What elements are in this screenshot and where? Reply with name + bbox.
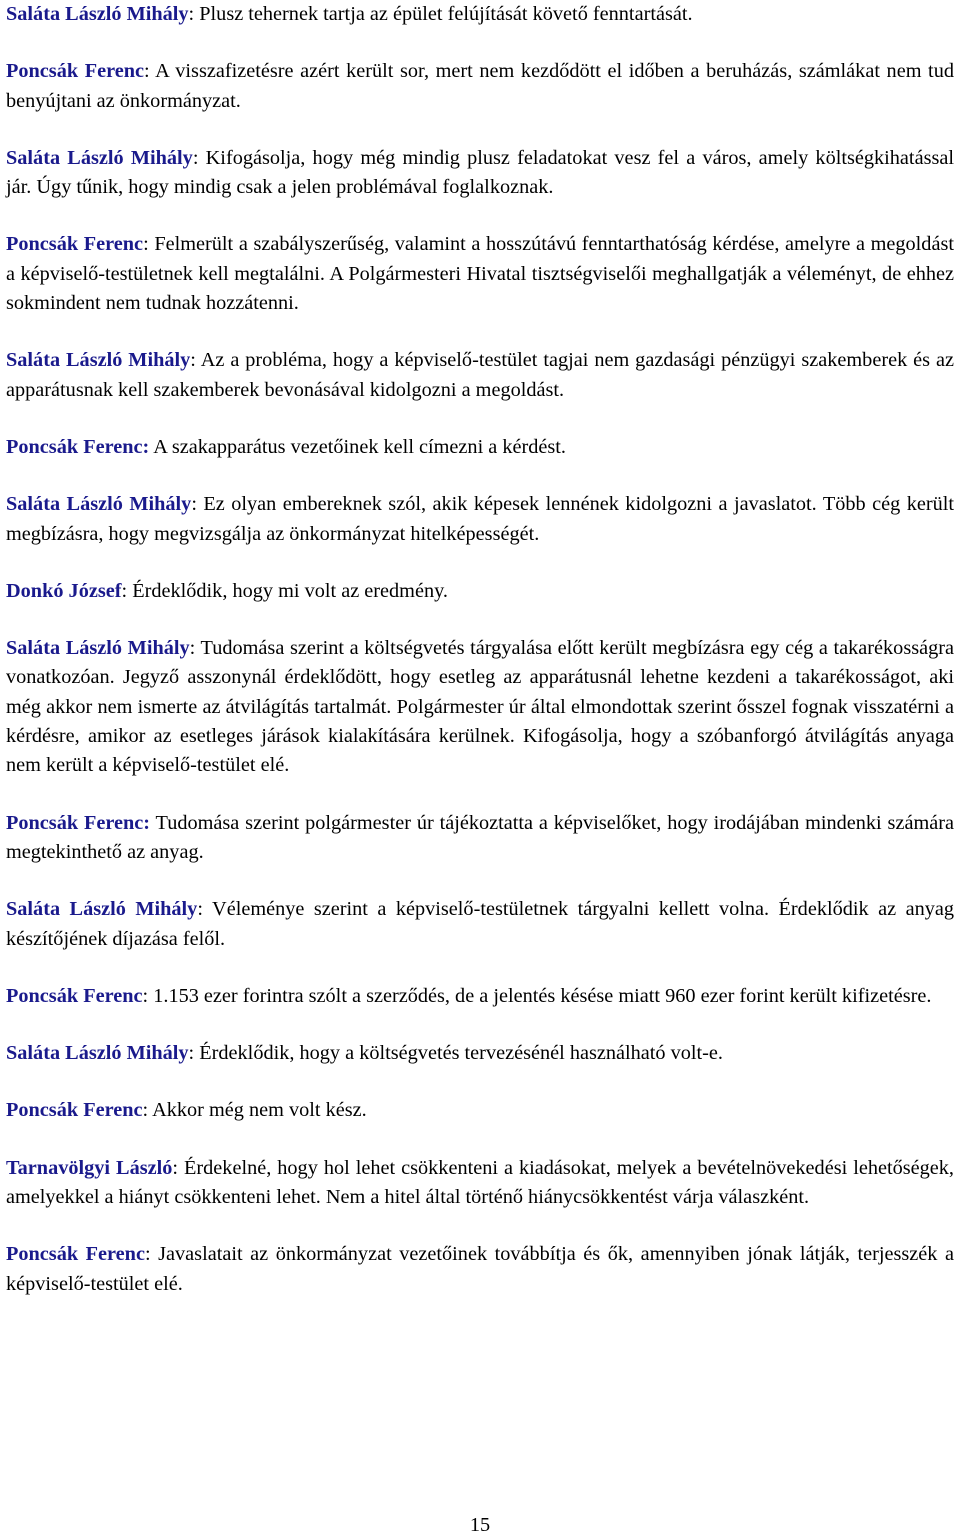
speaker-name: Saláta László Mihály xyxy=(6,493,192,516)
statement-text: Javaslatait az önkormányzat vezetőinek továbbítja és ők, amennyiben jónak látják, terjesszék a képviselő-testület elé. xyxy=(6,1243,954,1295)
statement-text: Érdeklődik, hogy mi volt az eredmény. xyxy=(127,579,448,602)
statement-text: 1.153 ezer forintra szólt a szerződés, de a jelentés késése miatt 960 ezer forint került kifizetésre. xyxy=(148,984,932,1007)
speaker-name: Poncsák Ferenc xyxy=(6,60,145,83)
speaker-name: Poncsák Ferenc xyxy=(6,1099,143,1122)
paragraph-4 xyxy=(6,346,954,405)
speaker-name: Saláta László Mihály xyxy=(6,3,189,25)
paragraph-9 xyxy=(6,809,954,868)
statement-text: A visszafizetésre azért került sor, mert nem kezdődött el időben a beruházás, számlákat nem tud benyújtani az önkormányzat. xyxy=(6,60,954,112)
statement-text: Érdeklődik, hogy a költségvetés tervezésénél használható volt-e. xyxy=(194,1042,724,1065)
separator: : xyxy=(142,1099,149,1122)
paragraph-0 xyxy=(6,0,954,29)
document-body xyxy=(6,0,954,1299)
paragraph-13 xyxy=(6,1096,954,1125)
speaker-name: Poncsák Ferenc xyxy=(6,1243,145,1266)
separator: : xyxy=(144,60,150,83)
statement-text: Tudomása szerint polgármester úr tájékoztatta a képviselőket, hogy irodájában mindenki számára megtekinthető az anyag. xyxy=(6,811,954,863)
speaker-name: Saláta László Mihály xyxy=(6,349,191,372)
speaker-name: Saláta László Mihály xyxy=(6,637,190,660)
speaker-name: Poncsák Ferenc: xyxy=(6,811,151,834)
statement-text: Kifogásolja, hogy még mindig plusz feladatokat vesz fel a város, amely költségkihatással jár. Úgy tűnik, hogy mindig csak a jelen problémával foglalkoznak. xyxy=(6,146,954,199)
paragraph-7 xyxy=(6,577,954,606)
statement-text: Akkor még nem volt kész. xyxy=(148,1099,367,1122)
separator: : xyxy=(188,1042,195,1065)
paragraph-12 xyxy=(6,1039,954,1068)
separator: : xyxy=(142,984,149,1007)
speaker-name: Donkó József xyxy=(6,579,122,602)
separator: : xyxy=(144,1243,151,1266)
statement-text: Az a probléma, hogy a képviselő-testület tagjai nem gazdasági pénzügyi szakemberek és az apparátusnak kell szakemberek bevonásával kidolgozni a megoldást. xyxy=(6,349,954,401)
separator: : xyxy=(191,493,197,516)
paragraph-6 xyxy=(6,490,954,549)
separator: : xyxy=(192,146,199,169)
paragraph-10 xyxy=(6,895,954,954)
separator: : xyxy=(172,1156,179,1179)
separator: : xyxy=(197,898,203,921)
paragraph-14 xyxy=(6,1154,954,1213)
paragraph-5 xyxy=(6,433,954,462)
statement-text: Érdekelné, hogy hol lehet csökkenteni a kiadásokat, melyek a bevételnövekedési lehetőségek, amelyekkel a hiányt csökkenteni lehet. Nem a hitel által történő hiánycsökkentést várja válaszként. xyxy=(6,1156,955,1209)
statement-text: Véleménye szerint a képviselő-testületnek tárgyalni kellett volna. Érdeklődik az anyag készítőjének díjazása felől. xyxy=(6,898,954,950)
separator: : xyxy=(190,349,196,372)
speaker-name: Saláta László Mihály xyxy=(6,146,193,169)
paragraph-3 xyxy=(6,230,954,318)
paragraph-1 xyxy=(6,57,954,116)
paragraph-8 xyxy=(6,634,954,780)
separator: : xyxy=(143,233,149,256)
paragraph-15 xyxy=(6,1240,954,1299)
separator: : xyxy=(189,637,196,660)
paragraph-11 xyxy=(6,982,954,1011)
paragraph-2 xyxy=(6,144,954,203)
speaker-name: Poncsák Ferenc xyxy=(6,233,144,256)
speaker-name: Saláta László Mihály xyxy=(6,1042,189,1065)
separator: : xyxy=(188,3,195,25)
speaker-name: Poncsák Ferenc: xyxy=(6,435,150,458)
statement-text: Felmerült a szabályszerűség, valamint a hosszútávú fenntarthatóság kérdése, amelyre a megoldást a képviselő-testületnek kell megtalálni. A Polgármesteri Hivatal tisztségviselői meghallgatják a véleményt, de ehhez sokmindent nem tudnak hozzátenni. xyxy=(6,233,954,315)
statement-text: Tudomása szerint a költségvetés tárgyalása előtt került megbízásra egy cég a takarékosságra vonatkozóan. Jegyző asszonynál érdeklődött, hogy esetleg az apparátusnál lehetne kezdeni a takarékosságot, aki még akkor nem ismerte az átvilágítás tartalmát. Polgármester úr által elmondottak szerint ősszel fognak visszatérni a kérdésre, amikor az esetleges járások kialakítására kerülnek. Kifogásolja, hogy a szóbanforgó átvilágítás anyaga nem került a képviselő-testület elé. xyxy=(6,637,954,777)
separator: : xyxy=(121,579,128,602)
speaker-name: Tarnavölgyi László xyxy=(6,1156,173,1179)
page-number: 15 xyxy=(469,1514,491,1536)
statement-text: Plusz tehernek tartja az épület felújítását követő fenntartását. xyxy=(194,3,693,25)
speaker-name: Saláta László Mihály xyxy=(6,898,198,921)
speaker-name: Poncsák Ferenc xyxy=(6,984,143,1007)
statement-text: A szakapparátus vezetőinek kell címezni a kérdést. xyxy=(149,435,566,458)
statement-text: Ez olyan embereknek szól, akik képesek lennének kidolgozni a javaslatot. Több cég került megbízásra, hogy megvizsgálja az önkormányzat hitelképességét. xyxy=(6,493,955,545)
